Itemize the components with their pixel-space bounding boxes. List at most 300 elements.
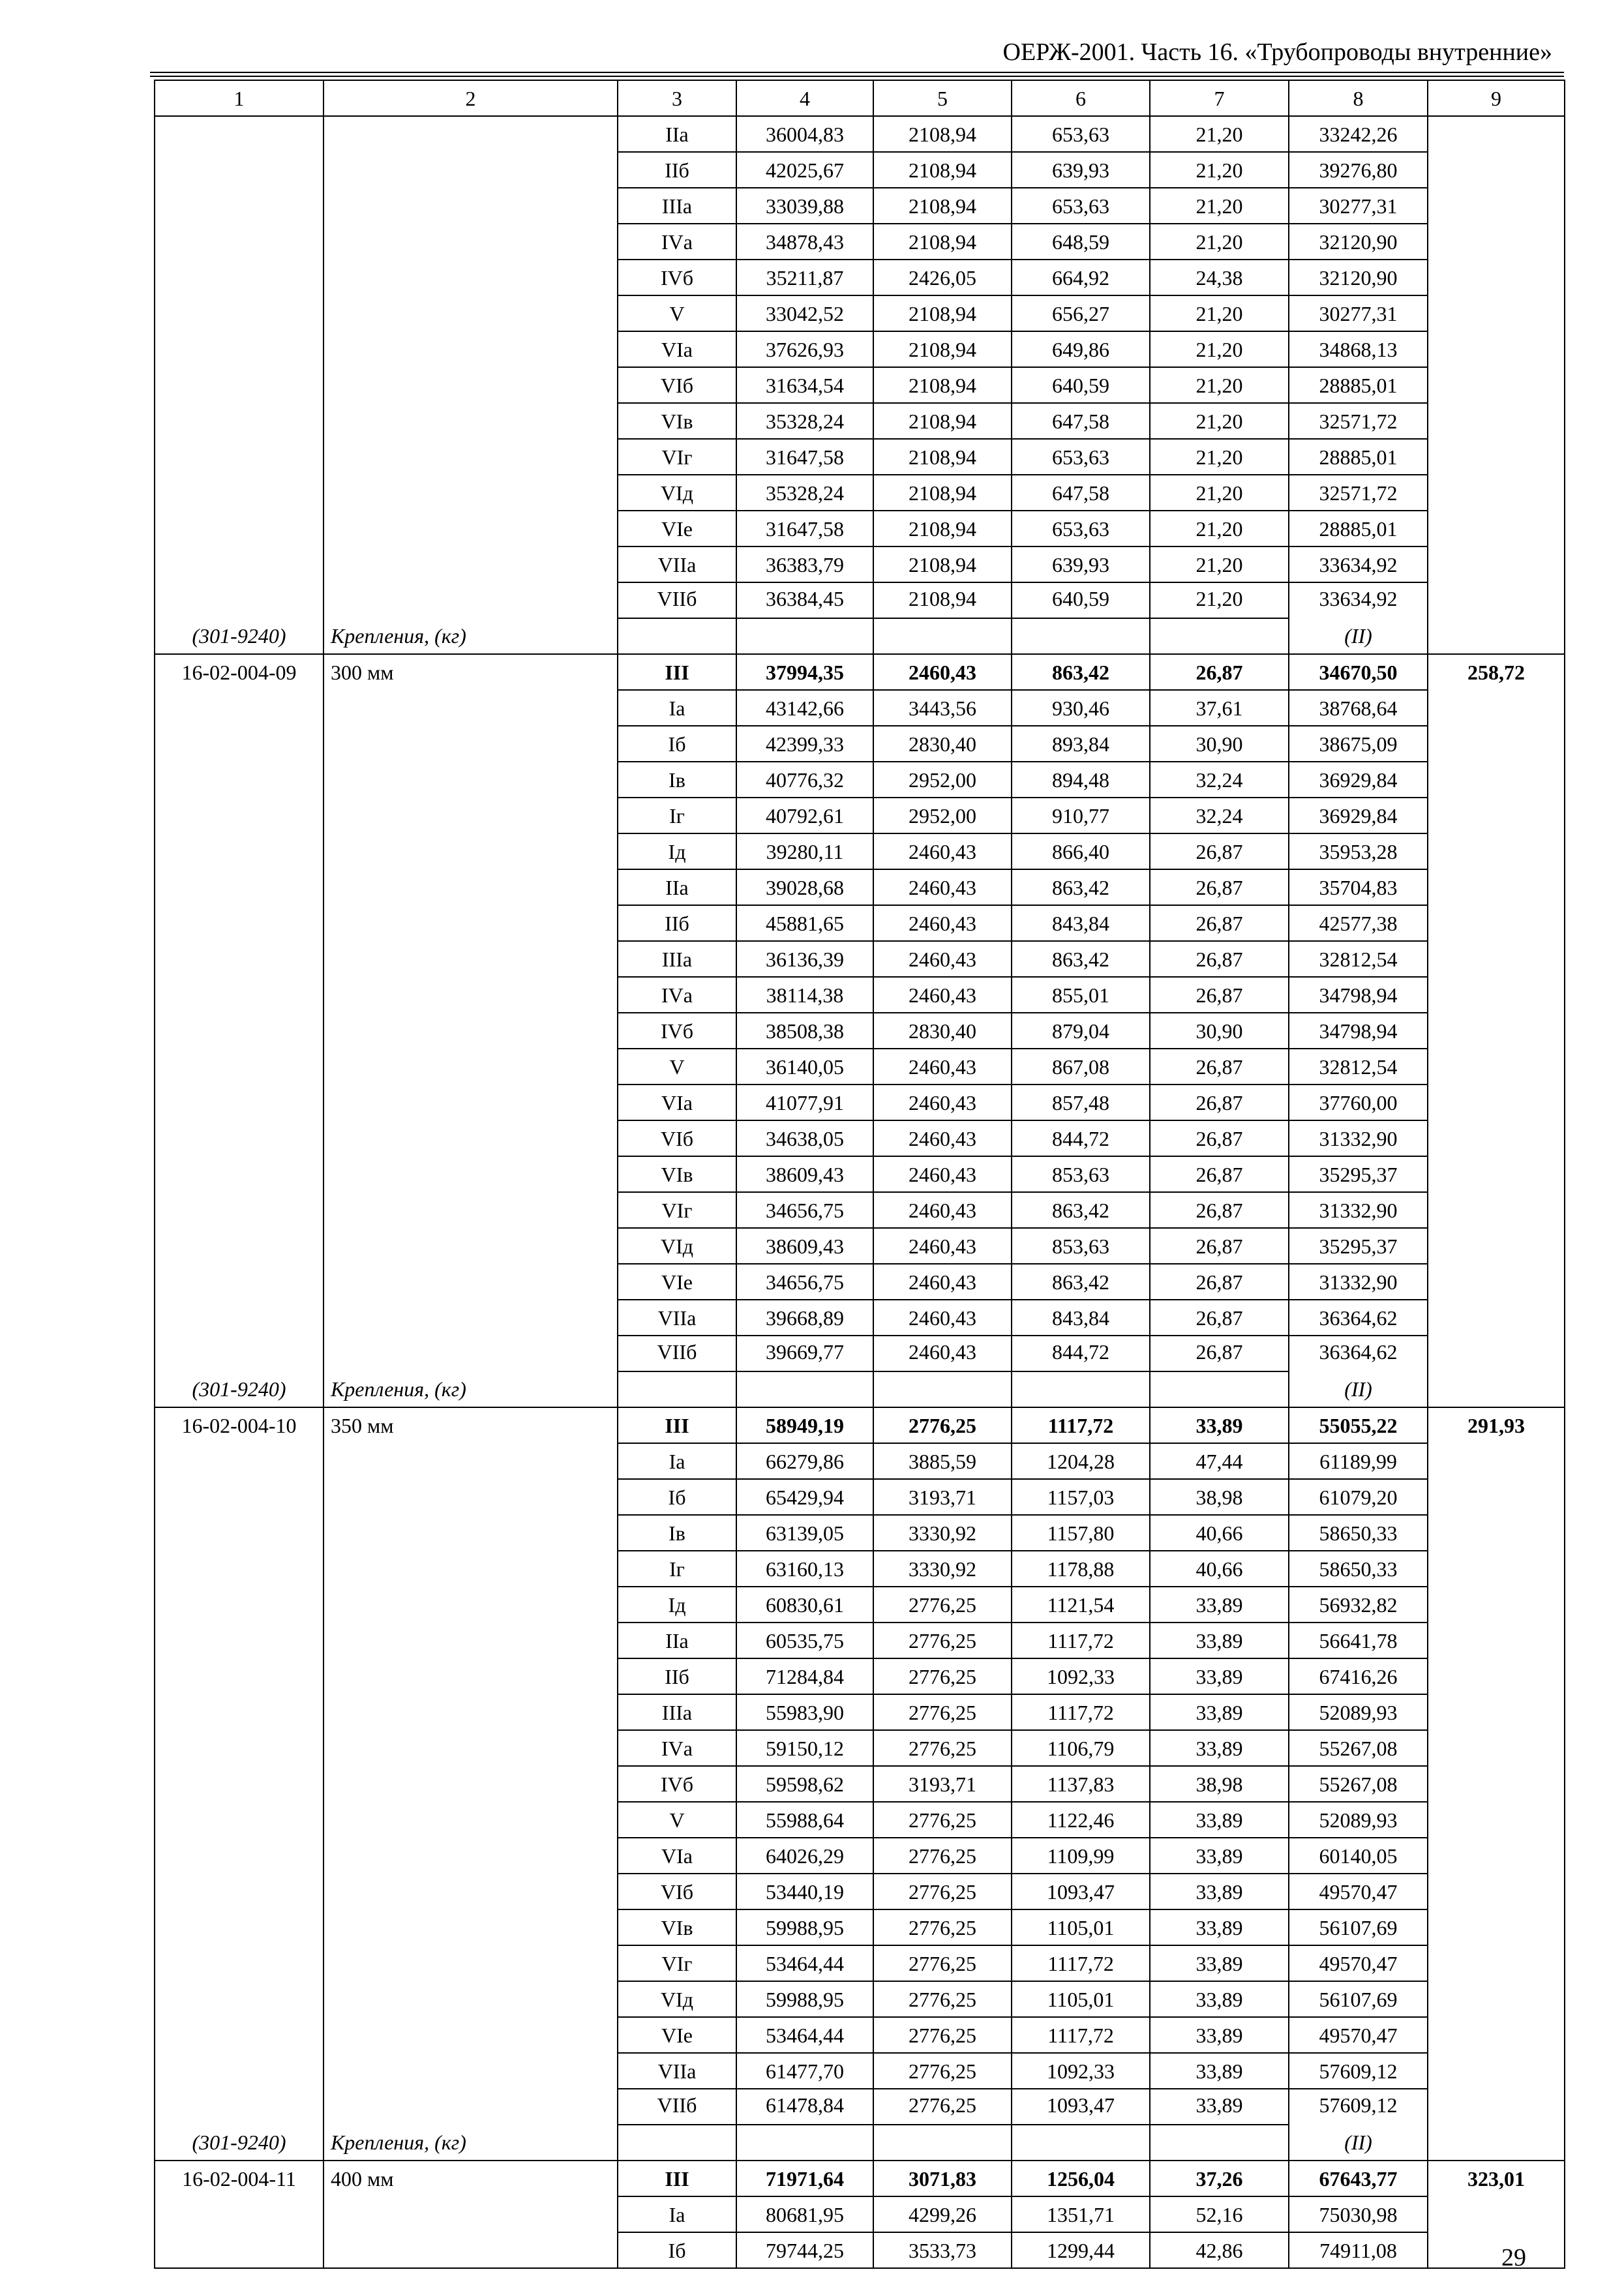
table-row [155,905,1565,941]
extra-cell [1428,1766,1565,1802]
extra-cell [1428,1551,1565,1587]
value-cell: 37626,93 [736,331,873,367]
name-cell [323,1515,618,1551]
value-cell: 33,89 [1150,2089,1289,2125]
value-cell: 56107,69 [1289,1909,1428,1945]
value-cell: 53464,44 [736,2017,873,2053]
value-cell: 31332,90 [1289,1264,1428,1300]
value-cell: 844,72 [1012,1120,1150,1156]
empty-cell [1428,1371,1565,1407]
value-cell: 1137,83 [1012,1766,1150,1802]
value-cell: 656,27 [1012,295,1150,331]
name-cell [323,977,618,1013]
value-cell: 2460,43 [873,905,1012,941]
value-cell: 55267,08 [1289,1730,1428,1766]
value-cell: 1117,72 [1012,1407,1150,1443]
fastener-row [155,2125,1565,2161]
value-cell: 34868,13 [1289,331,1428,367]
value-cell: 31647,58 [736,511,873,546]
value-cell: 32571,72 [1289,475,1428,511]
extra-cell [1428,331,1565,367]
extra-cell [1428,1874,1565,1909]
value-cell: 2108,94 [873,511,1012,546]
header-rule [150,76,1564,77]
name-cell [323,1623,618,1658]
name-cell [323,2196,618,2232]
value-cell: 648,59 [1012,224,1150,260]
code-cell [155,2196,323,2232]
name-cell [323,1479,618,1515]
value-cell: 34798,94 [1289,1013,1428,1049]
name-cell [323,2089,618,2125]
name-cell [323,833,618,869]
value-cell: 26,87 [1150,1300,1289,1336]
value-cell: 1092,33 [1012,2053,1150,2089]
extra-cell [1428,690,1565,726]
value-cell: 67416,26 [1289,1658,1428,1694]
value-cell: 2776,25 [873,1909,1012,1945]
value-cell: 2776,25 [873,2017,1012,2053]
extra-cell [1428,224,1565,260]
zone-cell: IVа [618,224,736,260]
table-row [155,1443,1565,1479]
value-cell: 653,63 [1012,116,1150,152]
extra-cell [1428,1658,1565,1694]
value-cell: 26,87 [1150,654,1289,690]
zone-cell: IIIа [618,188,736,224]
price-table [154,80,1565,2269]
zone-cell: VIе [618,2017,736,2053]
zone-cell: VIа [618,331,736,367]
table-row [155,654,1565,690]
fastener-label: Крепления, (кг) [323,2125,618,2161]
value-cell: 64026,29 [736,1838,873,1874]
code-cell [155,1300,323,1336]
extra-cell [1428,1336,1565,1371]
name-cell [323,1013,618,1049]
value-cell: 53464,44 [736,1945,873,1981]
value-cell: 863,42 [1012,941,1150,977]
value-cell: 39669,77 [736,1336,873,1371]
empty-cell [1150,1371,1289,1407]
value-cell: 57609,12 [1289,2053,1428,2089]
value-cell: 33,89 [1150,1658,1289,1694]
value-cell: 32120,90 [1289,260,1428,295]
extra-cell [1428,295,1565,331]
value-cell: 2108,94 [873,188,1012,224]
code-cell [155,1694,323,1730]
value-cell: 2460,43 [873,869,1012,905]
extra-cell [1428,1515,1565,1551]
name-cell: 300 мм [323,654,618,690]
column-number-row [155,80,1565,116]
zone-cell: VIIа [618,2053,736,2089]
name-cell [323,1587,618,1623]
table-row [155,331,1565,367]
value-cell: 56107,69 [1289,1981,1428,2017]
value-cell: 21,20 [1150,511,1289,546]
table-row [155,2089,1565,2125]
table-row [155,977,1565,1013]
code-cell [155,1658,323,1694]
extra-cell [1428,260,1565,295]
column-number: 3 [618,80,736,116]
table-row [155,1085,1565,1120]
empty-cell [1428,618,1565,654]
value-cell: 80681,95 [736,2196,873,2232]
value-cell: 21,20 [1150,295,1289,331]
name-cell [323,1336,618,1371]
code-cell [155,762,323,798]
value-cell: 2108,94 [873,475,1012,511]
column-number: 5 [873,80,1012,116]
value-cell: 38508,38 [736,1013,873,1049]
code-cell: 16-02-004-10 [155,1407,323,1443]
value-cell: 36136,39 [736,941,873,977]
name-cell [323,152,618,188]
value-cell: 1117,72 [1012,1623,1150,1658]
zone-cell: IIа [618,869,736,905]
fastener-label: Крепления, (кг) [323,1371,618,1407]
value-cell: 35328,24 [736,403,873,439]
value-cell: 33,89 [1150,2053,1289,2089]
value-cell: 2830,40 [873,726,1012,762]
code-cell [155,1515,323,1551]
extra-cell [1428,2232,1565,2268]
value-cell: 2108,94 [873,546,1012,582]
value-cell: 3193,71 [873,1766,1012,1802]
code-cell [155,1013,323,1049]
name-cell [323,2232,618,2268]
value-cell: 59150,12 [736,1730,873,1766]
value-cell: 33634,92 [1289,546,1428,582]
empty-cell [1150,618,1289,654]
value-cell: 38,98 [1150,1479,1289,1515]
zone-cell: VIе [618,1264,736,1300]
value-cell: 59598,62 [736,1766,873,1802]
zone-cell: VIIб [618,2089,736,2125]
value-cell: 2776,25 [873,1407,1012,1443]
value-cell: 1256,04 [1012,2161,1150,2196]
table-row [155,224,1565,260]
value-cell: 42577,38 [1289,905,1428,941]
extra-cell [1428,798,1565,833]
empty-cell [618,1371,736,1407]
zone-cell: Iа [618,2196,736,2232]
extra-cell [1428,1443,1565,1479]
name-cell [323,1730,618,1766]
zone-cell: Iб [618,1479,736,1515]
value-cell: 3443,56 [873,690,1012,726]
name-cell [323,869,618,905]
value-cell: 26,87 [1150,833,1289,869]
table-row [155,403,1565,439]
table-row [155,1945,1565,1981]
value-cell: 65429,94 [736,1479,873,1515]
value-cell: 3885,59 [873,1443,1012,1479]
value-cell: 38609,43 [736,1228,873,1264]
value-cell: 39276,80 [1289,152,1428,188]
code-cell [155,367,323,403]
value-cell: 647,58 [1012,403,1150,439]
code-cell [155,224,323,260]
value-cell: 36929,84 [1289,762,1428,798]
value-cell: 2460,43 [873,1156,1012,1192]
value-cell: 26,87 [1150,1049,1289,1085]
value-cell: 56932,82 [1289,1587,1428,1623]
code-cell [155,1874,323,1909]
value-cell: 21,20 [1150,475,1289,511]
value-cell: 3071,83 [873,2161,1012,2196]
value-cell: 1093,47 [1012,2089,1150,2125]
zone-cell: Iв [618,762,736,798]
value-cell: 653,63 [1012,188,1150,224]
value-cell: 21,20 [1150,188,1289,224]
table-row [155,1658,1565,1694]
code-cell [155,690,323,726]
name-cell [323,439,618,475]
value-cell: 35704,83 [1289,869,1428,905]
value-cell: 38114,38 [736,977,873,1013]
table-row [155,1838,1565,1874]
value-cell: 2108,94 [873,403,1012,439]
value-cell: 2460,43 [873,1228,1012,1264]
value-cell: 3533,73 [873,2232,1012,2268]
value-cell: 2776,25 [873,1587,1012,1623]
extra-cell [1428,2089,1565,2125]
zone-cell: VIб [618,1120,736,1156]
code-cell [155,1228,323,1264]
table-row [155,690,1565,726]
table-row [155,367,1565,403]
code-cell [155,941,323,977]
value-cell: 26,87 [1150,1192,1289,1228]
code-cell [155,1981,323,2017]
name-cell [323,1120,618,1156]
zone-cell: VIе [618,511,736,546]
value-cell: 39668,89 [736,1300,873,1336]
extra-cell [1428,1228,1565,1264]
value-cell: 647,58 [1012,475,1150,511]
code-cell [155,1120,323,1156]
value-cell: 1109,99 [1012,1838,1150,1874]
extra-cell [1428,152,1565,188]
value-cell: 31332,90 [1289,1192,1428,1228]
name-cell [323,1049,618,1085]
value-cell: 75030,98 [1289,2196,1428,2232]
name-cell [323,690,618,726]
value-cell: 37,26 [1150,2161,1289,2196]
table-row [155,833,1565,869]
zone-cell: VIг [618,1192,736,1228]
value-cell: 36140,05 [736,1049,873,1085]
value-cell: 52089,93 [1289,1694,1428,1730]
table-row [155,762,1565,798]
extra-cell [1428,1730,1565,1766]
code-cell [155,1551,323,1587]
value-cell: 639,93 [1012,546,1150,582]
table-row [155,1981,1565,2017]
value-cell: 855,01 [1012,977,1150,1013]
extra-cell [1428,116,1565,152]
name-cell [323,1874,618,1909]
table-row [155,1694,1565,1730]
table-row [155,1515,1565,1551]
value-cell: 59988,95 [736,1981,873,2017]
value-cell: 843,84 [1012,905,1150,941]
value-cell: 1122,46 [1012,1802,1150,1838]
value-cell: 2460,43 [873,977,1012,1013]
code-cell [155,1443,323,1479]
extra-cell [1428,762,1565,798]
name-cell [323,511,618,546]
value-cell: 61189,99 [1289,1443,1428,1479]
value-cell: 28885,01 [1289,367,1428,403]
value-cell: 43142,66 [736,690,873,726]
value-cell: 49570,47 [1289,2017,1428,2053]
value-cell: 2108,94 [873,331,1012,367]
value-cell: 40,66 [1150,1551,1289,1587]
zone-cell: IIб [618,1658,736,1694]
name-cell: 350 мм [323,1407,618,1443]
value-cell: 3330,92 [873,1551,1012,1587]
value-cell: 2108,94 [873,116,1012,152]
value-cell: 2460,43 [873,1264,1012,1300]
value-cell: 863,42 [1012,1264,1150,1300]
value-cell: 34656,75 [736,1264,873,1300]
zone-cell: IVб [618,260,736,295]
value-cell: 58650,33 [1289,1551,1428,1587]
value-cell: 35328,24 [736,475,873,511]
name-cell [323,1658,618,1694]
value-cell: 863,42 [1012,1192,1150,1228]
zone-cell: Iг [618,798,736,833]
zone-cell: VIв [618,1909,736,1945]
value-cell: 2776,25 [873,2089,1012,2125]
code-cell: 16-02-004-09 [155,654,323,690]
code-cell [155,905,323,941]
value-cell: 26,87 [1150,1336,1289,1371]
extra-cell [1428,1300,1565,1336]
table-row [155,2053,1565,2089]
empty-cell [736,2125,873,2161]
value-cell: 1121,54 [1012,1587,1150,1623]
value-cell: 31332,90 [1289,1120,1428,1156]
value-cell: 2108,94 [873,439,1012,475]
zone-cell: VIIа [618,546,736,582]
table-row [155,582,1565,618]
value-cell: 2776,25 [873,1658,1012,1694]
extra-cell [1428,2017,1565,2053]
value-cell: 2108,94 [873,367,1012,403]
value-cell: 664,92 [1012,260,1150,295]
value-cell: 32812,54 [1289,1049,1428,1085]
code-cell [155,1336,323,1371]
name-cell [323,1300,618,1336]
value-cell: 58650,33 [1289,1515,1428,1551]
zone-cell: IIIа [618,1694,736,1730]
zone-cell: IIб [618,152,736,188]
value-cell: 79744,25 [736,2232,873,2268]
extra-cell [1428,833,1565,869]
value-cell: 2108,94 [873,224,1012,260]
value-cell: 894,48 [1012,762,1150,798]
zone-cell: Iа [618,690,736,726]
value-cell: 844,72 [1012,1336,1150,1371]
value-cell: 21,20 [1150,403,1289,439]
name-cell [323,1192,618,1228]
table-row [155,152,1565,188]
code-cell [155,1766,323,1802]
value-cell: 1157,80 [1012,1515,1150,1551]
value-cell: 879,04 [1012,1013,1150,1049]
value-cell: 55988,64 [736,1802,873,1838]
extra-cell [1428,439,1565,475]
extra-cell [1428,1049,1565,1085]
value-cell: 21,20 [1150,224,1289,260]
value-cell: 1178,88 [1012,1551,1150,1587]
code-cell [155,1049,323,1085]
name-cell [323,905,618,941]
zone-cell: Iб [618,726,736,762]
name-cell [323,941,618,977]
name-cell [323,2053,618,2089]
empty-cell [736,1371,873,1407]
value-cell: 33,89 [1150,1874,1289,1909]
value-cell: 2460,43 [873,1300,1012,1336]
code-cell [155,798,323,833]
name-cell [323,475,618,511]
extra-cell [1428,1945,1565,1981]
table-row [155,1802,1565,1838]
value-cell: 30277,31 [1289,188,1428,224]
extra-cell [1428,475,1565,511]
value-cell: 33,89 [1150,2017,1289,2053]
code-cell [155,2053,323,2089]
code-cell [155,260,323,295]
table-row [155,1479,1565,1515]
value-cell: 32120,90 [1289,224,1428,260]
extra-cell [1428,1013,1565,1049]
value-cell: 45881,65 [736,905,873,941]
empty-cell [1012,618,1150,654]
extra-cell [1428,977,1565,1013]
extra-cell: 258,72 [1428,654,1565,690]
name-cell [323,582,618,618]
value-cell: 36004,83 [736,116,873,152]
table-row [155,1766,1565,1802]
extra-cell [1428,1981,1565,2017]
value-cell: 1117,72 [1012,1694,1150,1730]
value-cell: 63160,13 [736,1551,873,1587]
table-row [155,1336,1565,1371]
table-row [155,1156,1565,1192]
value-cell: 866,40 [1012,833,1150,869]
value-cell: 2776,25 [873,2053,1012,2089]
value-cell: 32571,72 [1289,403,1428,439]
name-cell [323,1802,618,1838]
empty-cell [1012,2125,1150,2161]
value-cell: 2460,43 [873,1120,1012,1156]
code-cell [155,152,323,188]
table-row [155,941,1565,977]
value-cell: 21,20 [1150,546,1289,582]
code-cell [155,403,323,439]
value-cell: 3193,71 [873,1479,1012,1515]
empty-cell [736,618,873,654]
zone-cell: IVб [618,1766,736,1802]
name-cell [323,2017,618,2053]
